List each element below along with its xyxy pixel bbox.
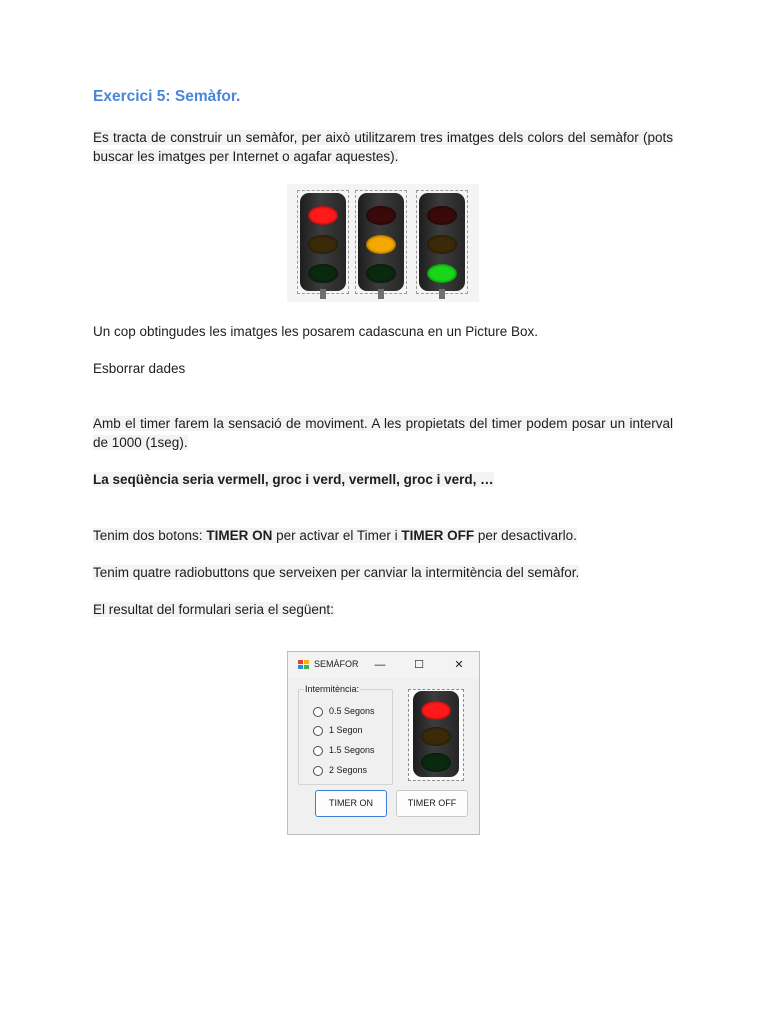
red-lamp [427,206,457,225]
traffic-light-green [416,190,468,294]
timer-text: Amb el timer farem la sensació de moviment. A les propietats del timer podem posar un interval de 1000 (1seg). [93,416,673,450]
intro-text: Es tracta de construir un semàfor, per això utilitzarem tres imatges dels colors del semàfor (pots buscar les imatges per Internet o agafar aquestes). [93,130,673,164]
close-icon[interactable]: ✕ [454,659,464,671]
window-title: SEMÀFOR [314,659,359,669]
buttons-text-on: TIMER ON [206,528,273,543]
timer-paragraph [93,414,673,452]
red-lamp [308,206,338,225]
buttons-text-off: TIMER OFF [401,528,475,543]
buttons-paragraph [93,526,673,545]
radio-circle[interactable] [313,766,323,776]
intro-paragraph [93,128,673,166]
erase-text: Esborrar dades [93,361,186,376]
picture-box [408,689,464,781]
radio-label: 0.5 Segons [329,706,375,716]
sequence-text: La seqüència seria vermell, groc i verd, vermell, groc i verd, … [93,472,494,487]
radio-circle[interactable] [313,746,323,756]
red-lamp [366,206,396,225]
yellow-lamp [308,235,338,254]
radio-label: 1.5 Segons [329,745,375,755]
result-text: El resultat del formulari seria el següent: [93,602,334,617]
form-green-lamp [421,753,451,772]
yellow-lamp [366,235,396,254]
traffic-light-yellow [355,190,407,294]
intermittency-label: Intermitència: [305,684,360,694]
green-lamp [308,264,338,283]
images-text: Un cop obtingudes les imatges les posarem cadascuna en un Picture Box. [93,324,539,339]
green-lamp [366,264,396,283]
form-red-lamp [421,701,451,720]
exercise-heading: Exercici 5: Semàfor. [93,88,241,105]
form-window [287,651,480,835]
traffic-lights-image [287,184,479,302]
buttons-text-suffix: per desactivarlo. [474,528,577,543]
images-paragraph [93,322,673,341]
maximize-icon[interactable]: ☐ [414,659,424,671]
radio-circle[interactable] [313,707,323,717]
radios-paragraph [93,563,673,582]
title-bar [288,652,479,678]
minimize-icon[interactable]: — [374,659,386,671]
traffic-light-red [297,190,349,294]
yellow-lamp [427,235,457,254]
buttons-text-prefix: Tenim dos botons: [93,528,207,543]
form-yellow-lamp [421,727,451,746]
sequence-paragraph [93,470,673,489]
erase-paragraph [93,359,673,378]
buttons-text-middle: per activar el Timer i [272,528,402,543]
timer-off-button[interactable]: TIMER OFF [396,790,468,817]
radio-circle[interactable] [313,726,323,736]
radios-text: Tenim quatre radiobuttons que serveixen per canviar la intermitència del semàfor. [93,565,580,580]
timer-on-button[interactable]: TIMER ON [315,790,387,817]
radio-label: 2 Segons [329,765,368,775]
app-icon [298,660,310,671]
green-lamp [427,264,457,283]
result-paragraph [93,600,673,619]
radio-label: 1 Segon [329,725,363,735]
